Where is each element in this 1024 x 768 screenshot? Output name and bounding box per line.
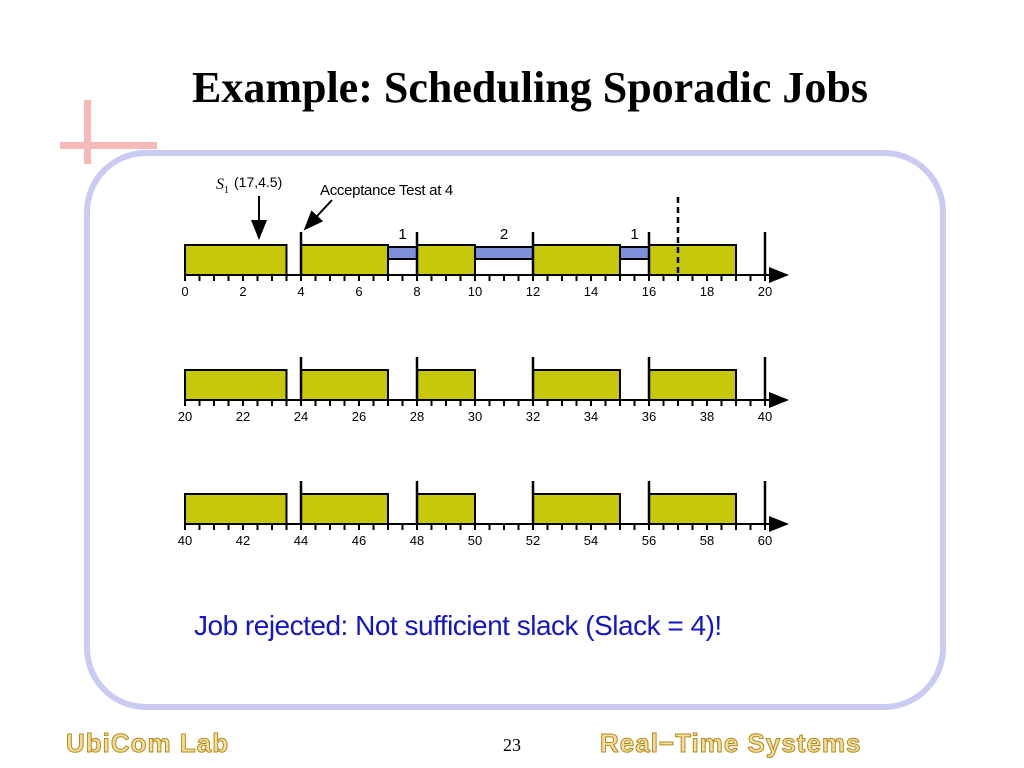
sporadic-job-letter: S [216,176,224,193]
axis-tick-label: 24 [293,409,309,424]
axis-tick-label: 2 [239,284,247,299]
sporadic-job-subscript: 1 [224,185,229,196]
footer-lab-name: UbiCom Lab [66,728,230,758]
job-block [185,494,287,524]
axis-tick-label: 8 [413,284,421,299]
axis-tick-label: 18 [699,284,715,299]
axis-tick-label: 48 [409,533,425,548]
axis-tick-label: 50 [467,533,483,548]
axis-tick-label: 10 [467,284,483,299]
axis-tick-label: 20 [177,409,193,424]
axis-tick-label: 28 [409,409,425,424]
job-block [533,245,620,275]
axis-tick-label: 40 [177,533,193,548]
job-block [533,370,620,400]
axis-tick-label: 0 [181,284,189,299]
job-block [417,494,475,524]
axis-tick-label: 34 [583,409,599,424]
axis-tick-label: 54 [583,533,599,548]
slack-label: 2 [499,226,509,243]
axis-tick-label: 58 [699,533,715,548]
axis-tick-label: 12 [525,284,541,299]
axis-tick-label: 16 [641,284,657,299]
acceptance-test-arrow [305,200,332,229]
axis-tick-label: 6 [355,284,363,299]
axis-tick-label: 32 [525,409,541,424]
slack-block [475,247,533,259]
job-block [301,370,388,400]
slack-label: 1 [630,226,639,243]
job-block [301,494,388,524]
job-block [533,494,620,524]
rejection-message: Job rejected: Not sufficient slack (Slack = 4)! [194,610,722,641]
axis-tick-label: 56 [641,533,657,548]
job-block [185,370,287,400]
job-block [185,245,287,275]
sporadic-job-params: (17,4.5) [234,174,283,190]
axis-tick-label: 30 [467,409,483,424]
job-block [649,245,736,275]
page-number: 23 [503,735,521,755]
axis-tick-label: 46 [351,533,367,548]
job-block [301,245,388,275]
axis-tick-label: 38 [699,409,715,424]
footer-course-name: Real−Time Systems [600,728,862,758]
job-block [649,494,736,524]
slack-label: 1 [398,226,407,243]
axis-tick-label: 36 [641,409,657,424]
axis-tick-label: 60 [757,533,773,548]
axis-tick-label: 42 [235,533,251,548]
axis-tick-label: 40 [757,409,773,424]
job-block [417,245,475,275]
job-block [417,370,475,400]
acceptance-test-label: Acceptance Test at 4 [320,182,453,199]
axis-tick-label: 26 [351,409,367,424]
axis-tick-label: 4 [297,284,305,299]
axis-tick-label: 20 [757,284,773,299]
job-block [649,370,736,400]
axis-tick-label: 44 [293,533,309,548]
axis-tick-label: 14 [583,284,599,299]
axis-tick-label: 22 [235,409,251,424]
slide-title: Example: Scheduling Sporadic Jobs [191,63,869,112]
slack-block [620,247,649,259]
sporadic-job-name [216,176,229,196]
slack-block [388,247,417,259]
axis-tick-label: 52 [525,533,541,548]
